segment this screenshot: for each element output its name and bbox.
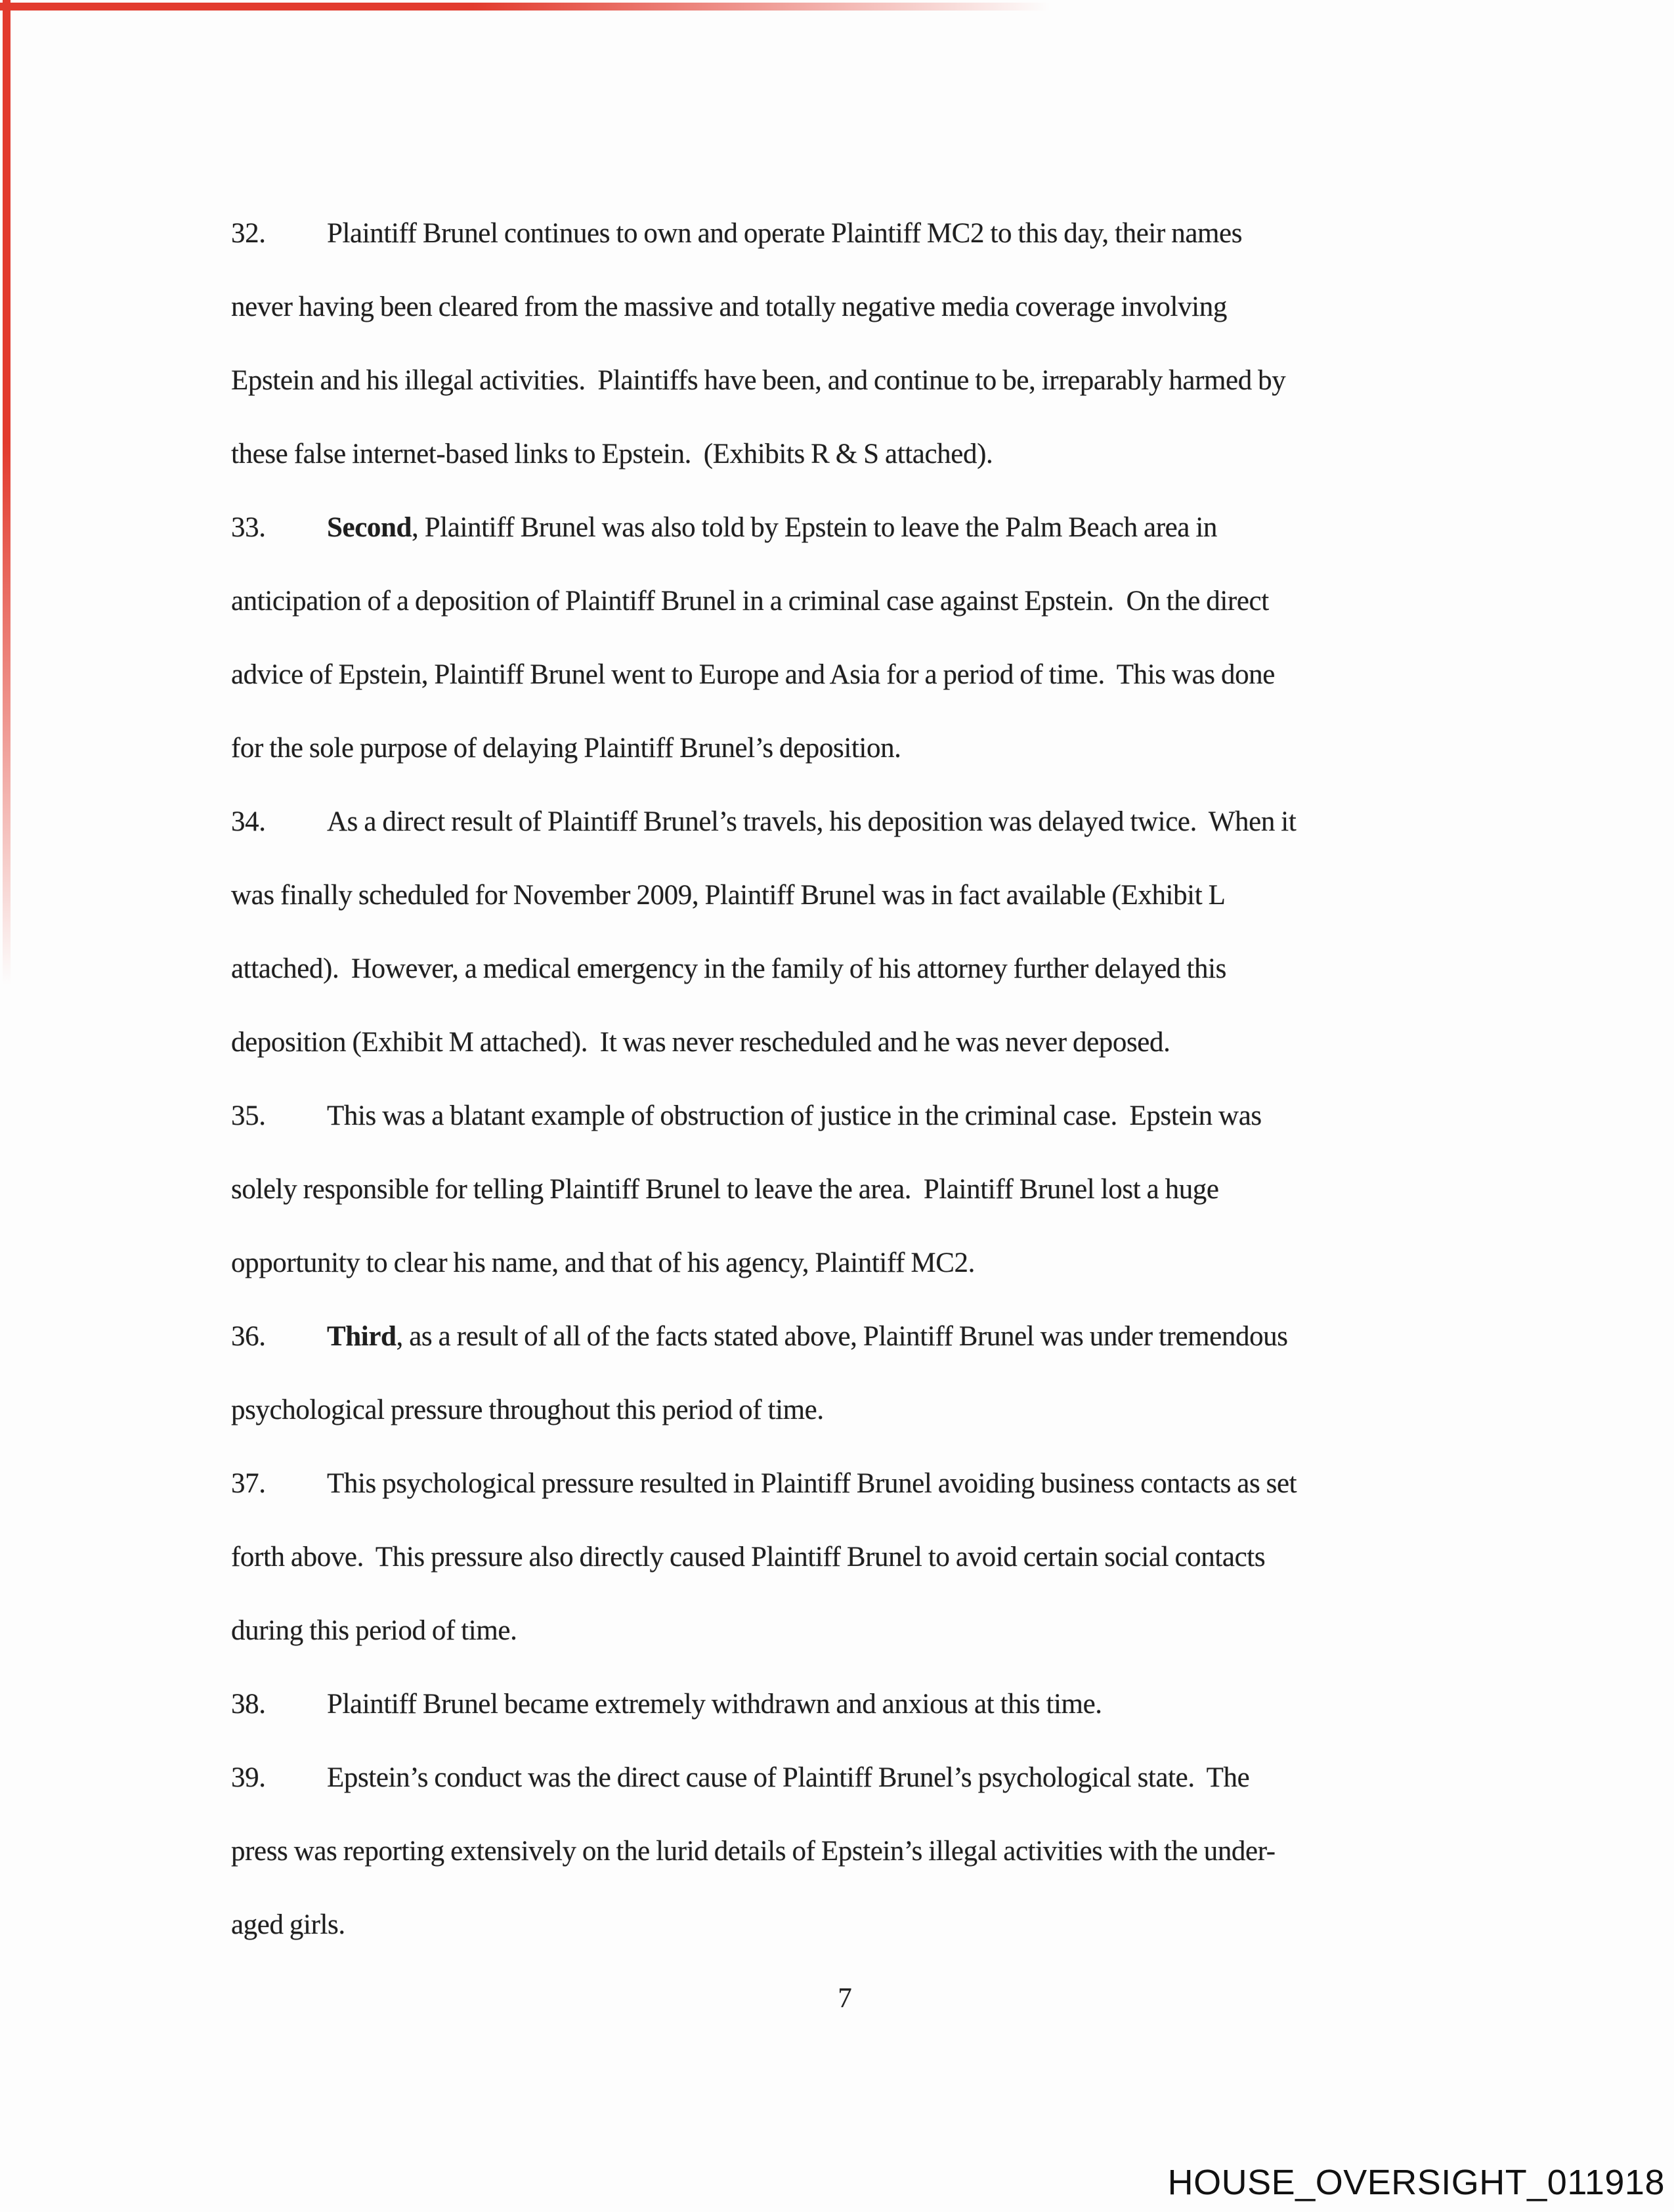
paragraph-line: press was reporting extensively on the lurid details of Epstein’s illegal activities with the under- xyxy=(231,1836,1276,1867)
paragraph-line xyxy=(231,197,1518,271)
line-text: Epstein’s conduct was the direct cause of Plaintiff Brunel’s psychological state. The xyxy=(327,1762,1250,1793)
paragraph-line xyxy=(231,1300,1518,1374)
paragraph-35 xyxy=(231,1079,1518,1300)
paragraph-34 xyxy=(231,785,1518,1079)
page-number: 7 xyxy=(838,1983,852,2014)
paragraph-line xyxy=(231,1668,1518,1741)
paragraph-number: 37. xyxy=(231,1468,266,1499)
paragraph-line: deposition (Exhibit M attached). It was never rescheduled and he was never deposed. xyxy=(231,1027,1170,1058)
paragraph-line xyxy=(231,1741,1518,1815)
bold-lead-word: Second xyxy=(327,512,412,543)
bates-stamp: HOUSE_OVERSIGHT_011918 xyxy=(1167,2163,1665,2202)
paragraph-number: 35. xyxy=(231,1100,266,1131)
bold-lead-word: Third xyxy=(327,1321,397,1352)
paragraph-line: never having been cleared from the massive and totally negative media coverage involving xyxy=(231,292,1227,322)
scan-artifact-left-line xyxy=(3,0,11,985)
document-body xyxy=(231,197,1518,1962)
paragraph-line: forth above. This pressure also directly caused Plaintiff Brunel to avoid certain social contacts xyxy=(231,1542,1266,1572)
paragraph-36 xyxy=(231,1300,1518,1447)
paragraph-37 xyxy=(231,1447,1518,1668)
paragraph-number: 36. xyxy=(231,1321,266,1352)
paragraph-number: 33. xyxy=(231,512,266,543)
line-text: As a direct result of Plaintiff Brunel’s travels, his deposition was delayed twice. When it xyxy=(327,806,1297,837)
paragraph-line: for the sole purpose of delaying Plaintiff Brunel’s deposition. xyxy=(231,733,901,764)
paragraph-line: was finally scheduled for November 2009, Plaintiff Brunel was in fact available (Exhibit L xyxy=(231,880,1226,911)
paragraph-line: Epstein and his illegal activities. Plaintiffs have been, and continue to be, irreparably harmed by xyxy=(231,365,1286,396)
paragraph-number: 38. xyxy=(231,1689,266,1720)
paragraph-line: opportunity to clear his name, and that of his agency, Plaintiff MC2. xyxy=(231,1247,975,1278)
paragraph-line xyxy=(231,1447,1518,1521)
line-text: , Plaintiff Brunel was also told by Epstein to leave the Palm Beach area in xyxy=(412,512,1217,543)
paragraph-33 xyxy=(231,491,1518,785)
paragraph-line: advice of Epstein, Plaintiff Brunel went to Europe and Asia for a period of time. This was done xyxy=(231,659,1275,690)
paragraph-32 xyxy=(231,197,1518,491)
paragraph-line: psychological pressure throughout this period of time. xyxy=(231,1395,824,1425)
paragraph-line xyxy=(231,491,1518,565)
paragraph-number: 32. xyxy=(231,218,266,249)
line-text: This was a blatant example of obstruction of justice in the criminal case. Epstein was xyxy=(327,1100,1262,1131)
paragraph-line: solely responsible for telling Plaintiff Brunel to leave the area. Plaintiff Brunel lost a huge xyxy=(231,1174,1219,1205)
paragraph-line: during this period of time. xyxy=(231,1615,517,1646)
paragraph-line xyxy=(231,785,1518,859)
paragraph-line: these false internet-based links to Epstein. (Exhibits R & S attached). xyxy=(231,439,993,469)
paragraph-line: attached). However, a medical emergency in the family of his attorney further delayed this xyxy=(231,953,1226,984)
paragraph-39 xyxy=(231,1741,1518,1962)
line-text: Plaintiff Brunel continues to own and operate Plaintiff MC2 to this day, their names xyxy=(327,218,1243,249)
paragraph-number: 39. xyxy=(231,1762,266,1793)
scan-artifact-top-line xyxy=(0,3,1050,11)
paragraph-line xyxy=(231,1079,1518,1153)
line-text: , as a result of all of the facts stated above, Plaintiff Brunel was under tremendous xyxy=(396,1321,1288,1352)
line-text: Plaintiff Brunel became extremely withdrawn and anxious at this time. xyxy=(327,1689,1102,1720)
paragraph-line: anticipation of a deposition of Plaintiff Brunel in a criminal case against Epstein. On the direct xyxy=(231,586,1269,617)
paragraph-number: 34. xyxy=(231,806,266,837)
paragraph-line: aged girls. xyxy=(231,1909,345,1940)
line-text: This psychological pressure resulted in Plaintiff Brunel avoiding business contacts as set xyxy=(327,1468,1297,1499)
paragraph-38 xyxy=(231,1668,1518,1741)
